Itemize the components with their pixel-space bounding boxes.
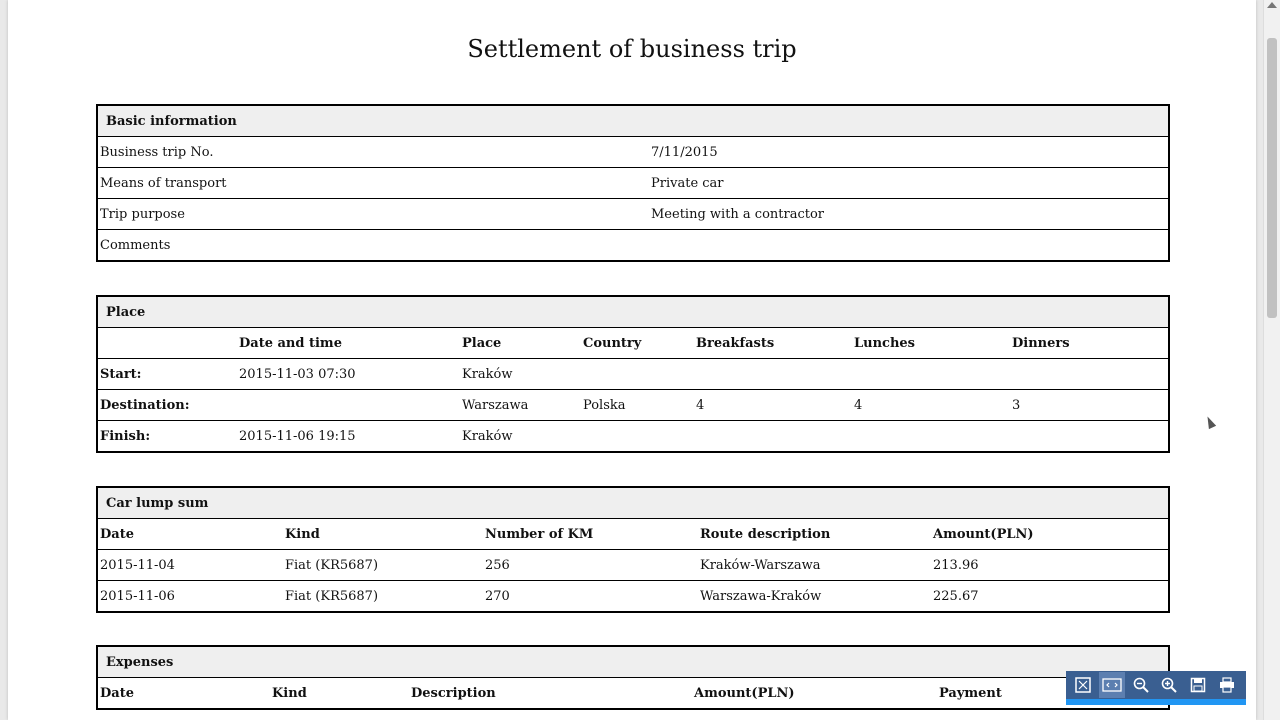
- cell-km: 270: [483, 581, 698, 613]
- place-header: Place: [97, 296, 1169, 328]
- cell-date: 2015-11-04: [97, 550, 283, 581]
- cell-kind: Fiat (KR5687): [283, 550, 483, 581]
- column-header: Description: [409, 678, 692, 710]
- scroll-up-arrow-icon[interactable]: [1267, 2, 1277, 8]
- row-label: Trip purpose: [97, 199, 649, 230]
- cell-dinners: 3: [1010, 390, 1169, 421]
- table-row: [97, 421, 1169, 453]
- row-label: Comments: [97, 230, 649, 262]
- cell-datetime: 2015-11-03 07:30: [237, 359, 460, 390]
- table-row: [97, 359, 1169, 390]
- table-row: [97, 230, 1169, 262]
- column-header: Country: [581, 328, 694, 359]
- cell-lunches: [852, 421, 1010, 453]
- column-header: Lunches: [852, 328, 1010, 359]
- expenses-header: Expenses: [97, 646, 1169, 678]
- cell-breakfasts: 4: [694, 390, 852, 421]
- table-header-row: [97, 328, 1169, 359]
- cell-route: Kraków-Warszawa: [698, 550, 931, 581]
- cell-country: [581, 359, 694, 390]
- cell-datetime: 2015-11-06 19:15: [237, 421, 460, 453]
- cell-dinners: [1010, 421, 1169, 453]
- cell-lunches: [852, 359, 1010, 390]
- column-header: Date: [97, 678, 270, 710]
- row-label: Means of transport: [97, 168, 649, 199]
- row-value: Meeting with a contractor: [649, 199, 1169, 230]
- cell-breakfasts: [694, 421, 852, 453]
- cell-datetime: [237, 390, 460, 421]
- cell-amount: 225.67: [931, 581, 1169, 613]
- row-label: Start:: [97, 359, 237, 390]
- table-header-row: [97, 519, 1169, 550]
- column-header: Breakfasts: [694, 328, 852, 359]
- basic-information-table: [96, 104, 1170, 262]
- vertical-scrollbar[interactable]: [1263, 0, 1280, 720]
- row-label: Destination:: [97, 390, 237, 421]
- cell-breakfasts: [694, 359, 852, 390]
- table-row: [97, 137, 1169, 168]
- cell-place: Warszawa: [460, 390, 581, 421]
- scrollbar-thumb[interactable]: [1267, 38, 1277, 318]
- cell-place: Kraków: [460, 421, 581, 453]
- expenses-table: [96, 645, 1170, 710]
- column-header: [97, 328, 237, 359]
- document-page: [8, 0, 1256, 720]
- table-row: [97, 550, 1169, 581]
- column-header: Kind: [270, 678, 409, 710]
- viewer-toolbar: [1066, 671, 1246, 705]
- table-row: [97, 390, 1169, 421]
- cell-country: [581, 421, 694, 453]
- column-header: Date: [97, 519, 283, 550]
- cell-route: Warszawa-Kraków: [698, 581, 931, 613]
- cell-dinners: [1010, 359, 1169, 390]
- fit-page-icon[interactable]: [1070, 672, 1097, 698]
- print-icon[interactable]: [1213, 672, 1240, 698]
- place-table: [96, 295, 1170, 453]
- row-value: Private car: [649, 168, 1169, 199]
- cell-date: 2015-11-06: [97, 581, 283, 613]
- column-header: Dinners: [1010, 328, 1169, 359]
- cell-km: 256: [483, 550, 698, 581]
- page-title: Settlement of business trip: [467, 35, 797, 63]
- cell-country: Polska: [581, 390, 694, 421]
- column-header: Place: [460, 328, 581, 359]
- column-header: Route description: [698, 519, 931, 550]
- column-header: Amount(PLN): [931, 519, 1169, 550]
- cell-kind: Fiat (KR5687): [283, 581, 483, 613]
- save-icon[interactable]: [1185, 672, 1212, 698]
- column-header: Amount(PLN): [692, 678, 937, 710]
- row-label: Finish:: [97, 421, 237, 453]
- car-lump-sum-header: Car lump sum: [97, 487, 1169, 519]
- zoom-out-icon[interactable]: [1127, 672, 1154, 698]
- row-label: Business trip No.: [97, 137, 649, 168]
- column-header: Date and time: [237, 328, 460, 359]
- table-row: [97, 168, 1169, 199]
- column-header: Payment: [937, 678, 1169, 710]
- car-lump-sum-table: [96, 486, 1170, 613]
- row-value: 7/11/2015: [649, 137, 1169, 168]
- column-header: Number of KM: [483, 519, 698, 550]
- row-value: [649, 230, 1169, 262]
- fit-width-icon[interactable]: [1099, 672, 1126, 698]
- cell-lunches: 4: [852, 390, 1010, 421]
- basic-information-header: Basic information: [97, 105, 1169, 137]
- column-header: Kind: [283, 519, 483, 550]
- cell-place: Kraków: [460, 359, 581, 390]
- cell-amount: 213.96: [931, 550, 1169, 581]
- zoom-in-icon[interactable]: [1156, 672, 1183, 698]
- table-header-row: [97, 678, 1169, 710]
- table-row: [97, 581, 1169, 613]
- table-row: [97, 199, 1169, 230]
